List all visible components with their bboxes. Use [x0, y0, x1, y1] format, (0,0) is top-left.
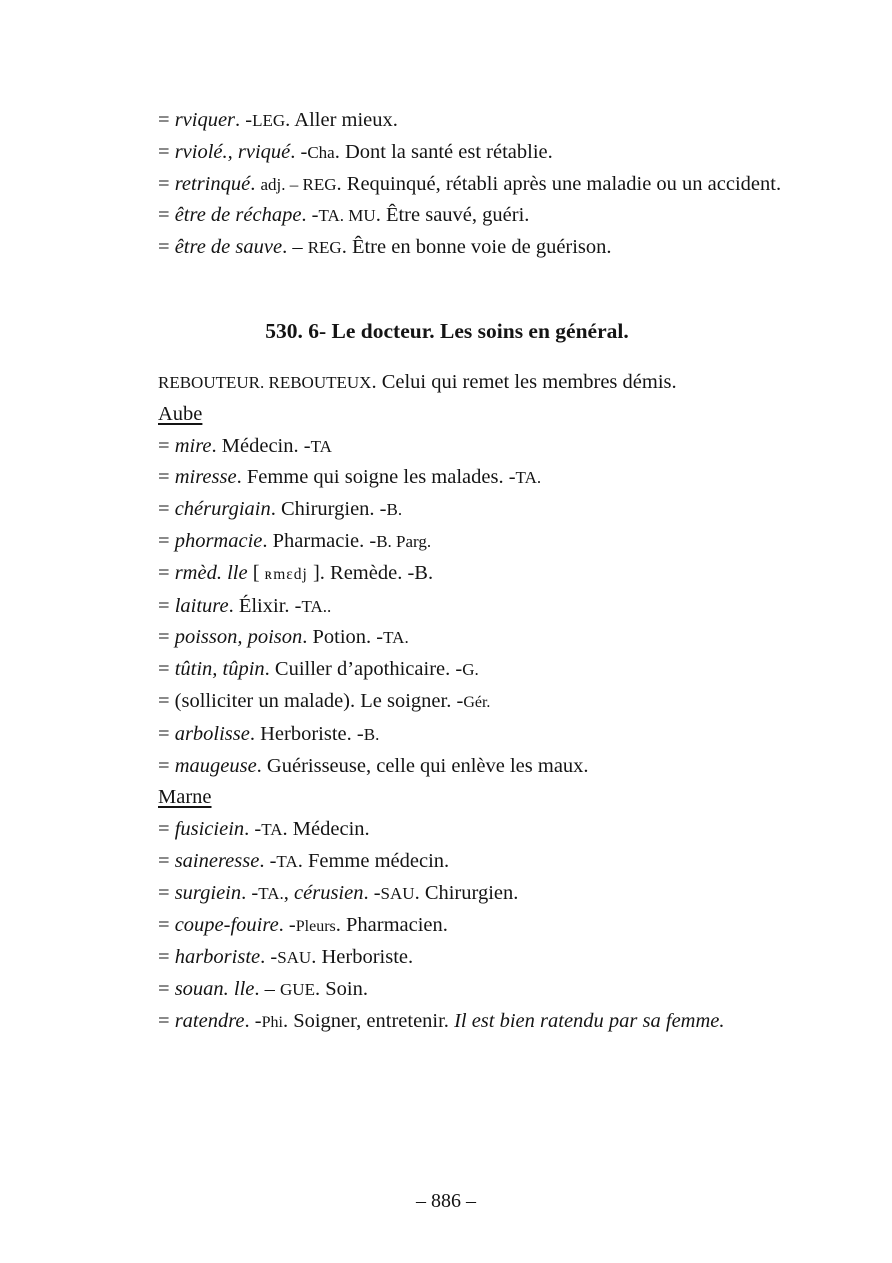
entry-arbolisse: = arbolisse. Herboriste. -B. [158, 722, 380, 745]
entry-cherurgiain: = chérurgiain. Chirurgien. -B. [158, 498, 403, 521]
entry-etre-de-sauve: = être de sauve. – REG. Être en bonne voie de guérison. [158, 236, 612, 259]
entry-laiture: = laiture. Élixir. -TA.. [158, 594, 332, 617]
entry-maugeuse: = maugeuse. Guérisseuse, celle qui enlève les maux. [158, 754, 589, 777]
region-heading-aube: Aube [158, 402, 203, 425]
entry-poisson: = poisson, poison. Potion. -TA. [158, 626, 409, 649]
entry-souan: = souan. lle. – GUE. Soin. [158, 978, 368, 1001]
entry-retrinque: = retrinqué. adj. – REG. Requinqué, rétabli après une maladie ou un accident. [158, 172, 782, 195]
document-page [107, 105, 787, 1039]
entry-tutin: = tûtin, tûpin. Cuiller d’apothicaire. -G. [158, 658, 479, 681]
entry-saineresse: = saineresse. -TA. Femme médecin. [158, 849, 450, 872]
entry-fusiciein: = fusiciein. -TA. Médecin. [158, 818, 370, 841]
entry-miresse: = miresse. Femme qui soigne les malades. -TA. [158, 466, 542, 489]
region-heading-marne: Marne [158, 786, 212, 809]
example-sentence: Il est bien ratendu par sa femme. [454, 1009, 725, 1032]
entry-surgiein: = surgiein. -TA., cérusien. -SAU. Chirurgien. [158, 881, 519, 904]
entry-rmed: = rmèd. lle [ ʀmɛdj ]. Remède. -B. [158, 561, 434, 584]
intro-paragraph: REBOUTEUR. REBOUTEUX. Celui qui remet les membres démis. [158, 370, 677, 393]
section-heading: 530. 6- Le docteur. Les soins en général. [265, 318, 629, 343]
entry-harboriste: = harboriste. -SAU. Herboriste. [158, 946, 414, 969]
entry-solliciter: = (solliciter un malade). Le soigner. -Gér. [158, 689, 491, 712]
entry-mire: = mire. Médecin. -TA [158, 434, 332, 457]
entry-etre-de-rechape: = être de réchape. -TA. MU. Être sauvé, guéri. [158, 204, 530, 227]
entry-ratendre: = ratendre. -Phi. Soigner, entretenir. Il est bien ratendu par sa femme. [158, 1009, 725, 1032]
entry-phormacie: = phormacie. Pharmacie. -B. Parg. [158, 529, 432, 552]
entry-rviole: = rviolé., rviqué. -Cha. Dont la santé est rétablie. [158, 140, 553, 163]
entry-rviquer: = rviquer. -LEG. Aller mieux. [158, 109, 398, 131]
entry-coupe-fouire: = coupe-fouire. -Pleurs. Pharmacien. [158, 913, 448, 936]
page-number: – 886 – [416, 1190, 476, 1212]
